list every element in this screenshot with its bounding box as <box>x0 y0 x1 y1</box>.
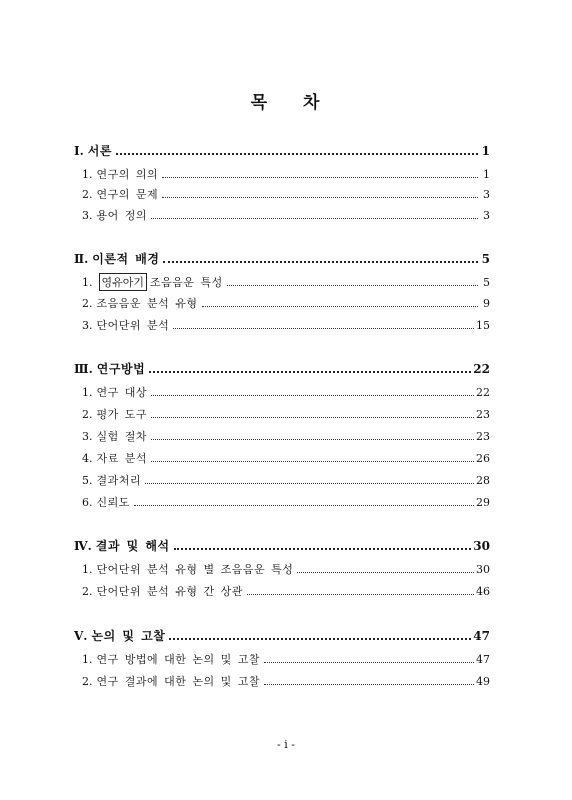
page-number: 3 <box>483 188 490 201</box>
toc-chapter-3[interactable] <box>74 360 490 377</box>
dot-leader <box>151 417 474 418</box>
toc-item[interactable] <box>82 583 490 599</box>
toc-item[interactable] <box>82 406 490 422</box>
chapter-number: Ⅳ. <box>74 539 92 553</box>
page-number: 5 <box>483 276 490 289</box>
item-number: 1. <box>82 386 93 399</box>
toc-item[interactable] <box>82 494 490 510</box>
chapter-title: 서론 <box>87 144 112 158</box>
toc-item[interactable] <box>82 428 490 444</box>
page-number: 26 <box>476 452 490 465</box>
toc-item[interactable] <box>82 673 490 689</box>
page-number: 22 <box>476 386 490 399</box>
chapter-number: Ⅱ. <box>74 252 89 266</box>
dot-leader <box>173 328 474 329</box>
toc-item[interactable] <box>82 295 490 311</box>
toc-item[interactable] <box>82 186 490 202</box>
page-number: 30 <box>473 539 490 553</box>
page-number: 23 <box>476 408 490 421</box>
toc-item[interactable] <box>82 450 490 466</box>
dot-leader <box>149 371 471 373</box>
item-number: 1. <box>82 563 93 576</box>
toc-item[interactable] <box>82 561 490 577</box>
item-number: 2. <box>82 408 93 421</box>
page-title: 목 차 <box>250 93 322 113</box>
item-number: 2. <box>82 297 93 310</box>
dot-leader <box>151 395 474 396</box>
item-title: 단어단위 분석 유형 간 상관 <box>96 585 243 598</box>
item-title: 신뢰도 <box>96 496 130 509</box>
page-number: 5 <box>481 252 490 266</box>
toc-item[interactable] <box>82 207 490 223</box>
dot-leader <box>162 177 478 178</box>
page-number: 3 <box>483 209 490 222</box>
item-number: 6. <box>82 496 93 509</box>
toc-item[interactable] <box>82 273 490 291</box>
page-number: 49 <box>476 675 490 688</box>
toc-chapter-2[interactable] <box>74 250 490 267</box>
item-title: 자료 분석 <box>96 452 148 465</box>
item-number: 3. <box>82 319 93 332</box>
dot-leader <box>116 153 478 155</box>
dot-leader <box>151 218 478 219</box>
page-number: 23 <box>476 430 490 443</box>
item-title: 연구의 문제 <box>96 188 159 201</box>
item-number: 1. <box>82 276 93 289</box>
chapter-number: Ⅰ. <box>74 144 84 158</box>
chapter-title: 결과 및 해석 <box>95 539 170 553</box>
item-title: 단어단위 분석 유형 별 조음음운 특성 <box>96 563 294 576</box>
item-number: 5. <box>82 474 93 487</box>
toc-chapter-4[interactable] <box>74 537 490 554</box>
chapter-number: Ⅴ. <box>74 629 88 643</box>
dot-leader <box>169 638 471 640</box>
item-number: 2. <box>82 188 93 201</box>
page-number: 9 <box>483 297 490 310</box>
dot-leader <box>264 662 474 663</box>
chapter-number: Ⅲ. <box>74 362 93 376</box>
item-title: 연구 결과에 대한 논의 및 고찰 <box>96 675 260 688</box>
item-title: 용어 정의 <box>96 209 148 222</box>
toc-item[interactable] <box>82 317 490 333</box>
item-number: 1. <box>82 168 93 181</box>
item-title: 결과처리 <box>96 474 142 487</box>
item-title: 연구 방법에 대한 논의 및 고찰 <box>96 653 260 666</box>
dot-leader <box>174 548 472 550</box>
item-title: 실험 절차 <box>96 430 148 443</box>
page-number: 47 <box>473 629 490 643</box>
boxed-annotation: 영유아기 <box>99 273 148 291</box>
page-number: 1 <box>483 168 490 181</box>
item-title: 조음음운 특성 <box>150 276 223 289</box>
item-number: 2. <box>82 675 93 688</box>
dot-leader <box>162 197 478 198</box>
item-number: 3. <box>82 209 93 222</box>
chapter-title: 이론적 배경 <box>92 252 160 266</box>
item-number: 4. <box>82 452 93 465</box>
page-number: 15 <box>476 319 490 332</box>
dot-leader <box>202 306 478 307</box>
item-title: 단어단위 분석 <box>96 319 170 332</box>
item-title: 연구 대상 <box>96 386 148 399</box>
page-number: 29 <box>476 496 490 509</box>
dot-leader <box>151 439 474 440</box>
page-number: 30 <box>476 563 490 576</box>
dot-leader <box>134 505 474 506</box>
item-title: 연구의 의의 <box>96 168 159 181</box>
chapter-title: 논의 및 고찰 <box>91 629 166 643</box>
toc-item[interactable] <box>82 166 490 182</box>
dot-leader <box>151 461 474 462</box>
page-number: 1 <box>481 144 490 158</box>
item-number: 3. <box>82 430 93 443</box>
toc-item[interactable] <box>82 384 490 400</box>
dot-leader <box>297 572 474 573</box>
item-number: 2. <box>82 585 93 598</box>
dot-leader <box>247 594 474 595</box>
toc-item[interactable] <box>82 651 490 667</box>
item-number: 1. <box>82 653 93 666</box>
toc-item[interactable] <box>82 472 490 488</box>
dot-leader <box>145 483 474 484</box>
item-title: 평가 도구 <box>96 408 148 421</box>
page-number: 22 <box>473 362 490 376</box>
dot-leader <box>264 684 474 685</box>
toc-chapter-5[interactable] <box>74 627 490 644</box>
chapter-title: 연구방법 <box>96 362 146 376</box>
toc-chapter-1[interactable] <box>74 142 490 159</box>
page-number: 46 <box>476 585 490 598</box>
page-number: 28 <box>476 474 490 487</box>
item-title: 조음음운 분석 유형 <box>96 297 198 310</box>
page-footer-number: - i - <box>277 738 295 751</box>
page-number: 47 <box>476 653 490 666</box>
dot-leader <box>163 261 478 263</box>
dot-leader <box>227 285 478 286</box>
